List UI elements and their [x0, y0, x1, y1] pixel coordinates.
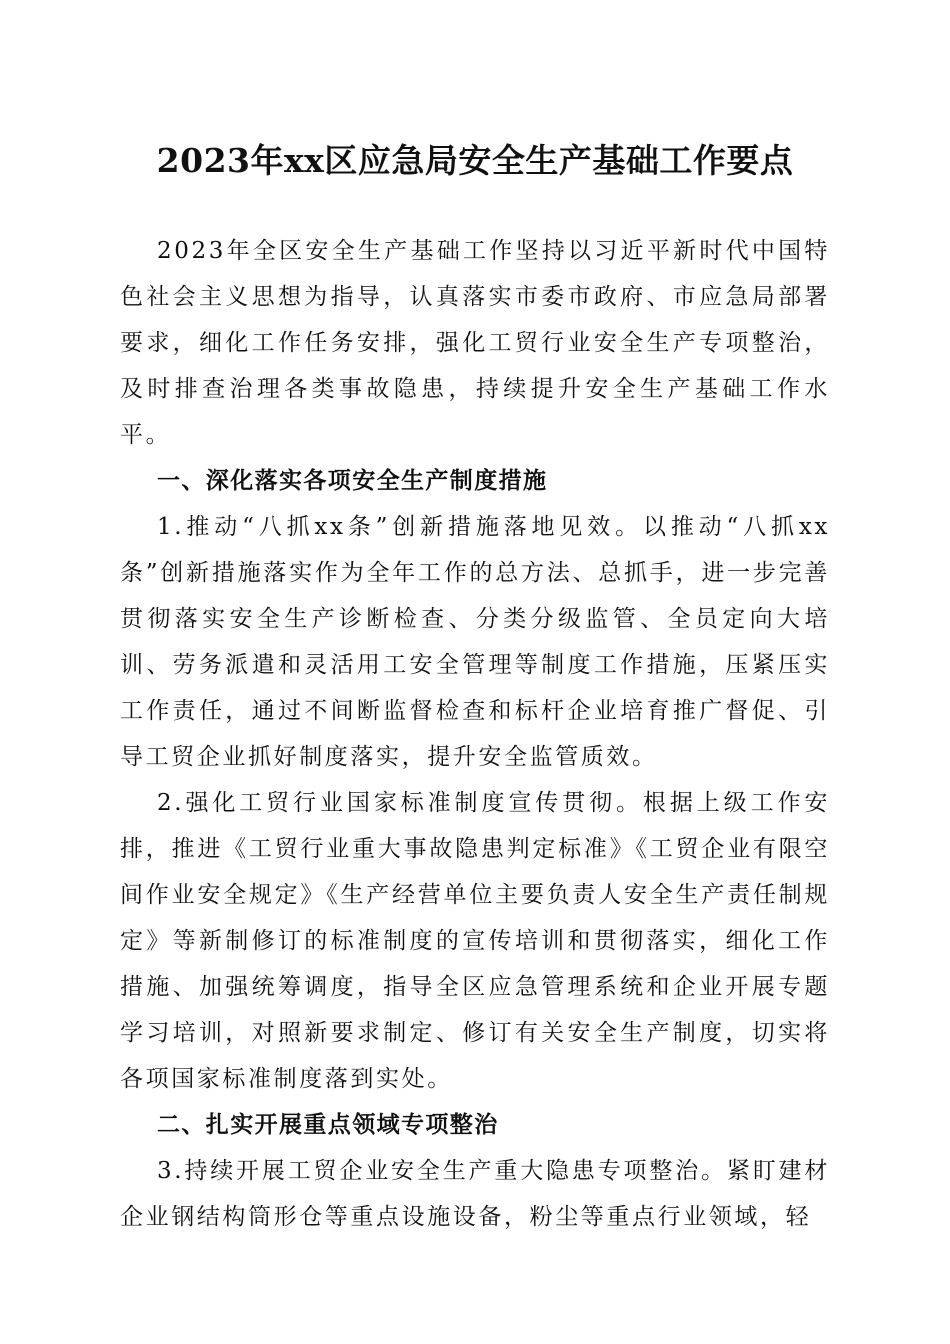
section-2-item-3: 3.持续开展工贸企业安全生产重大隐患专项整治。紧盯建材企业钢结构筒形仓等重点设施设备，粉尘等重点行业领域，轻 — [120, 1158, 830, 1230]
section-1-item-2: 2.强化工贸行业国家标准制度宣传贯彻。根据上级工作安排，推进《工贸行业重大事故隐患判定标准》《工贸企业有限空间作业安全规定》《生产经营单位主要负责人安全生产责任制规定》等新制修订的标准制度的宣传培训和贯彻落实，细化工作措施、加强统筹调度，指导全区应急管理系统和企业开展专题学习培训，对照新要求制定、修订有关安全生产制度，切实将各项国家标准制度落到实处。 — [120, 790, 830, 1092]
section-1-heading: 一、深化落实各项安全生产制度措施 — [157, 468, 548, 494]
section-2-heading: 二、扎实开展重点领域专项整治 — [157, 1112, 499, 1138]
intro-paragraph: 2023年全区安全生产基础工作坚持以习近平新时代中国特色社会主义思想为指导，认真落实市委市政府、市应急局部署要求，细化工作任务安排，强化工贸行业安全生产专项整治，及时排查治理各类事故隐患，持续提升安全生产基础工作水平。 — [120, 238, 830, 448]
document-title: 2023年xx区应急局安全生产基础工作要点 — [156, 141, 794, 180]
section-1-item-1: 1.推动“八抓xx条”创新措施落地见效。以推动“八抓xx条”创新措施落实作为全年工作的总方法、总抓手，进一步完善贯彻落实安全生产诊断检查、分类分级监管、全员定向大培训、劳务派遣和灵活用工安全管理等制度工作措施，压紧压实工作责任，通过不间断监督检查和标杆企业培育推广督促、引导工贸企业抓好制度落实，提升安全监管质效。 — [120, 514, 830, 770]
document-body — [120, 228, 830, 1240]
